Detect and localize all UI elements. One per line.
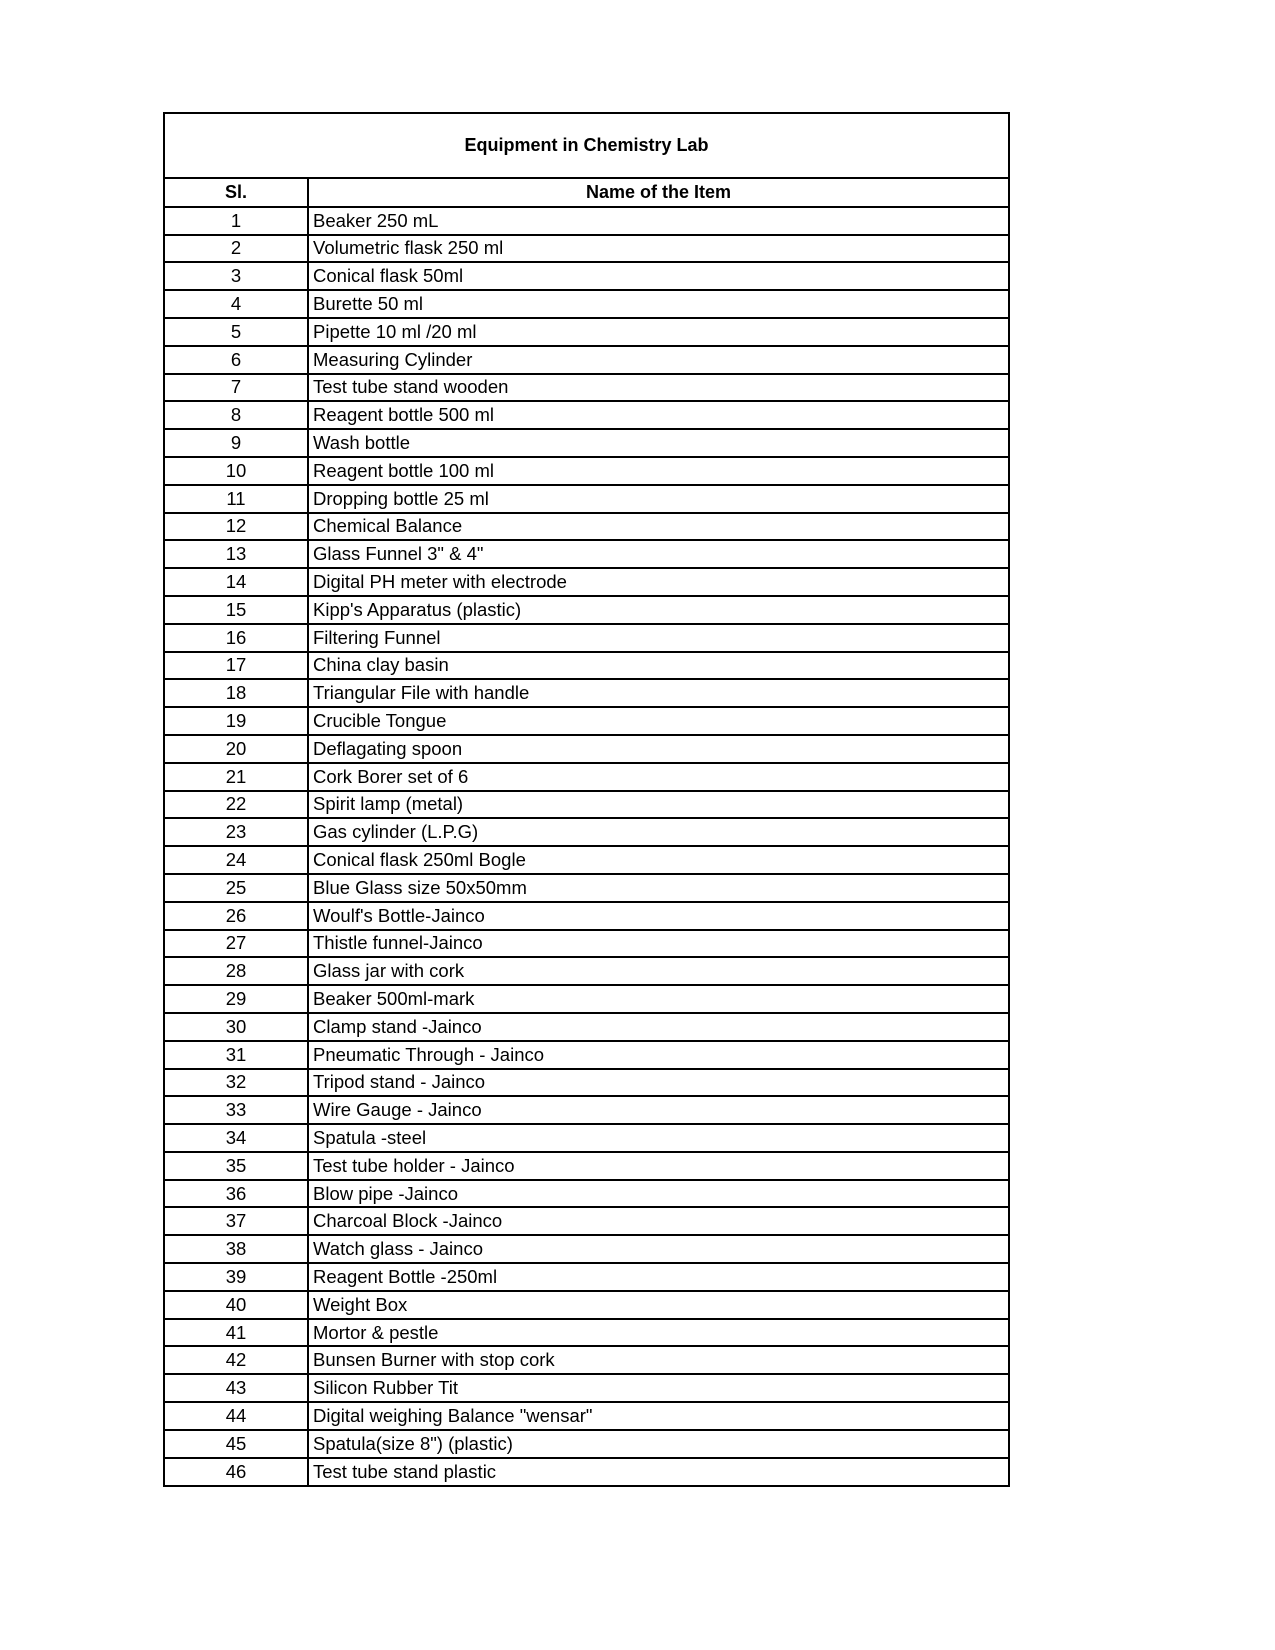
table-row	[165, 1346, 1008, 1374]
table-row	[165, 1207, 1008, 1235]
table-row	[165, 1402, 1008, 1430]
item-name-cell: Digital weighing Balance "wensar"	[308, 1402, 1008, 1430]
table-row	[165, 207, 1008, 235]
item-name-cell: Digital PH meter with electrode	[308, 568, 1008, 596]
serial-number-cell: 42	[165, 1346, 308, 1374]
table-row	[165, 707, 1008, 735]
item-name-cell: Blue Glass size 50x50mm	[308, 874, 1008, 902]
item-name-cell: Tripod stand - Jainco	[308, 1069, 1008, 1097]
serial-number-cell: 13	[165, 540, 308, 568]
item-name-cell: Wash bottle	[308, 429, 1008, 457]
item-name-cell: Glass Funnel 3" & 4"	[308, 540, 1008, 568]
table-row	[165, 930, 1008, 958]
table-row	[165, 262, 1008, 290]
item-name-cell: Test tube holder - Jainco	[308, 1152, 1008, 1180]
table-row	[165, 1013, 1008, 1041]
item-name-cell: Dropping bottle 25 ml	[308, 485, 1008, 513]
item-name-cell: Glass jar with cork	[308, 957, 1008, 985]
serial-number-cell: 25	[165, 874, 308, 902]
item-name-cell: Spatula(size 8") (plastic)	[308, 1430, 1008, 1458]
item-name-cell: Watch glass - Jainco	[308, 1235, 1008, 1263]
serial-number-cell: 3	[165, 262, 308, 290]
item-name-cell: Gas cylinder (L.P.G)	[308, 818, 1008, 846]
item-name-cell: Test tube stand wooden	[308, 374, 1008, 402]
serial-number-cell: 29	[165, 985, 308, 1013]
serial-number-cell: 23	[165, 818, 308, 846]
table-row	[165, 791, 1008, 819]
serial-number-cell: 12	[165, 513, 308, 541]
table-row	[165, 457, 1008, 485]
table-row	[165, 540, 1008, 568]
header-sl: Sl.	[165, 179, 308, 207]
serial-number-cell: 14	[165, 568, 308, 596]
item-name-cell: Crucible Tongue	[308, 707, 1008, 735]
serial-number-cell: 18	[165, 679, 308, 707]
table-row	[165, 513, 1008, 541]
table-title: Equipment in Chemistry Lab	[165, 114, 1008, 179]
item-name-cell: Chemical Balance	[308, 513, 1008, 541]
serial-number-cell: 45	[165, 1430, 308, 1458]
table-row	[165, 1291, 1008, 1319]
table-row	[165, 1430, 1008, 1458]
table-row	[165, 652, 1008, 680]
header-row	[165, 179, 1008, 207]
serial-number-cell: 46	[165, 1458, 308, 1486]
table-row	[165, 235, 1008, 263]
item-name-cell: Burette 50 ml	[308, 290, 1008, 318]
table-row	[165, 568, 1008, 596]
item-name-cell: Spatula -steel	[308, 1124, 1008, 1152]
header-item-name: Name of the Item	[308, 179, 1008, 207]
item-name-cell: Pipette 10 ml /20 ml	[308, 318, 1008, 346]
serial-number-cell: 37	[165, 1207, 308, 1235]
serial-number-cell: 24	[165, 846, 308, 874]
serial-number-cell: 30	[165, 1013, 308, 1041]
serial-number-cell: 43	[165, 1374, 308, 1402]
table-row	[165, 485, 1008, 513]
serial-number-cell: 44	[165, 1402, 308, 1430]
item-name-cell: Wire Gauge - Jainco	[308, 1096, 1008, 1124]
item-name-cell: Woulf's Bottle-Jainco	[308, 902, 1008, 930]
serial-number-cell: 9	[165, 429, 308, 457]
item-name-cell: Clamp stand -Jainco	[308, 1013, 1008, 1041]
item-name-cell: Bunsen Burner with stop cork	[308, 1346, 1008, 1374]
table-row	[165, 1152, 1008, 1180]
serial-number-cell: 15	[165, 596, 308, 624]
item-name-cell: Reagent bottle 100 ml	[308, 457, 1008, 485]
table-row	[165, 957, 1008, 985]
serial-number-cell: 17	[165, 652, 308, 680]
serial-number-cell: 41	[165, 1319, 308, 1347]
item-name-cell: Conical flask 50ml	[308, 262, 1008, 290]
item-name-cell: Conical flask 250ml Bogle	[308, 846, 1008, 874]
table-row	[165, 1263, 1008, 1291]
table-row	[165, 1374, 1008, 1402]
table-row	[165, 874, 1008, 902]
item-name-cell: Filtering Funnel	[308, 624, 1008, 652]
table-row	[165, 429, 1008, 457]
item-name-cell: Reagent bottle 500 ml	[308, 401, 1008, 429]
item-name-cell: China clay basin	[308, 652, 1008, 680]
serial-number-cell: 2	[165, 235, 308, 263]
serial-number-cell: 28	[165, 957, 308, 985]
item-name-cell: Triangular File with handle	[308, 679, 1008, 707]
item-name-cell: Volumetric flask 250 ml	[308, 235, 1008, 263]
table-row	[165, 1124, 1008, 1152]
serial-number-cell: 6	[165, 346, 308, 374]
serial-number-cell: 5	[165, 318, 308, 346]
item-name-cell: Spirit lamp (metal)	[308, 791, 1008, 819]
item-name-cell: Pneumatic Through - Jainco	[308, 1041, 1008, 1069]
table-row	[165, 374, 1008, 402]
serial-number-cell: 36	[165, 1180, 308, 1208]
serial-number-cell: 31	[165, 1041, 308, 1069]
item-name-cell: Beaker 500ml-mark	[308, 985, 1008, 1013]
table-row	[165, 596, 1008, 624]
item-name-cell: Blow pipe -Jainco	[308, 1180, 1008, 1208]
table-row	[165, 902, 1008, 930]
serial-number-cell: 19	[165, 707, 308, 735]
table-body	[165, 207, 1008, 1486]
item-name-cell: Beaker 250 mL	[308, 207, 1008, 235]
serial-number-cell: 40	[165, 1291, 308, 1319]
item-name-cell: Test tube stand plastic	[313, 1461, 497, 1483]
serial-number-cell: 20	[165, 735, 308, 763]
serial-number-cell: 39	[165, 1263, 308, 1291]
equipment-table	[165, 179, 1008, 1485]
item-name-cell: Weight Box	[308, 1291, 1008, 1319]
item-name-cell: Reagent Bottle -250ml	[308, 1263, 1008, 1291]
serial-number-cell: 16	[165, 624, 308, 652]
table-row	[165, 985, 1008, 1013]
table-row	[165, 1458, 1008, 1486]
item-name-cell: Deflagating spoon	[308, 735, 1008, 763]
serial-number-cell: 32	[165, 1069, 308, 1097]
serial-number-cell: 21	[165, 763, 308, 791]
serial-number-cell: 34	[165, 1124, 308, 1152]
serial-number-cell: 7	[165, 374, 308, 402]
item-name-cell: Silicon Rubber Tit	[308, 1374, 1008, 1402]
table-row	[165, 846, 1008, 874]
table-row	[165, 1069, 1008, 1097]
serial-number-cell: 4	[165, 290, 308, 318]
item-name-cell: Cork Borer set of 6	[308, 763, 1008, 791]
table-row	[165, 818, 1008, 846]
table-row	[165, 290, 1008, 318]
table-row	[165, 318, 1008, 346]
serial-number-cell: 22	[165, 791, 308, 819]
serial-number-cell: 26	[165, 902, 308, 930]
table-row	[165, 679, 1008, 707]
item-name-cell: Measuring Cylinder	[308, 346, 1008, 374]
table-row	[165, 735, 1008, 763]
item-name-cell: Kipp's Apparatus (plastic)	[308, 596, 1008, 624]
table-row	[165, 401, 1008, 429]
table-row	[165, 1180, 1008, 1208]
serial-number-cell: 8	[165, 401, 308, 429]
serial-number-cell: 38	[165, 1235, 308, 1263]
serial-number-cell: 27	[165, 930, 308, 958]
table-row	[165, 1041, 1008, 1069]
table-row	[165, 1319, 1008, 1347]
equipment-sheet	[163, 112, 1010, 1487]
table-row	[165, 1235, 1008, 1263]
item-name-cell: Charcoal Block -Jainco	[308, 1207, 1008, 1235]
table-row	[165, 624, 1008, 652]
serial-number-cell: 10	[165, 457, 308, 485]
serial-number-cell: 1	[165, 207, 308, 235]
item-name-cell: Mortor & pestle	[308, 1319, 1008, 1347]
table-row	[165, 1096, 1008, 1124]
table-row	[165, 763, 1008, 791]
table-row	[165, 346, 1008, 374]
serial-number-cell: 35	[165, 1152, 308, 1180]
item-name-cell: Thistle funnel-Jainco	[308, 930, 1008, 958]
serial-number-cell: 11	[165, 485, 308, 513]
serial-number-cell: 33	[165, 1096, 308, 1124]
